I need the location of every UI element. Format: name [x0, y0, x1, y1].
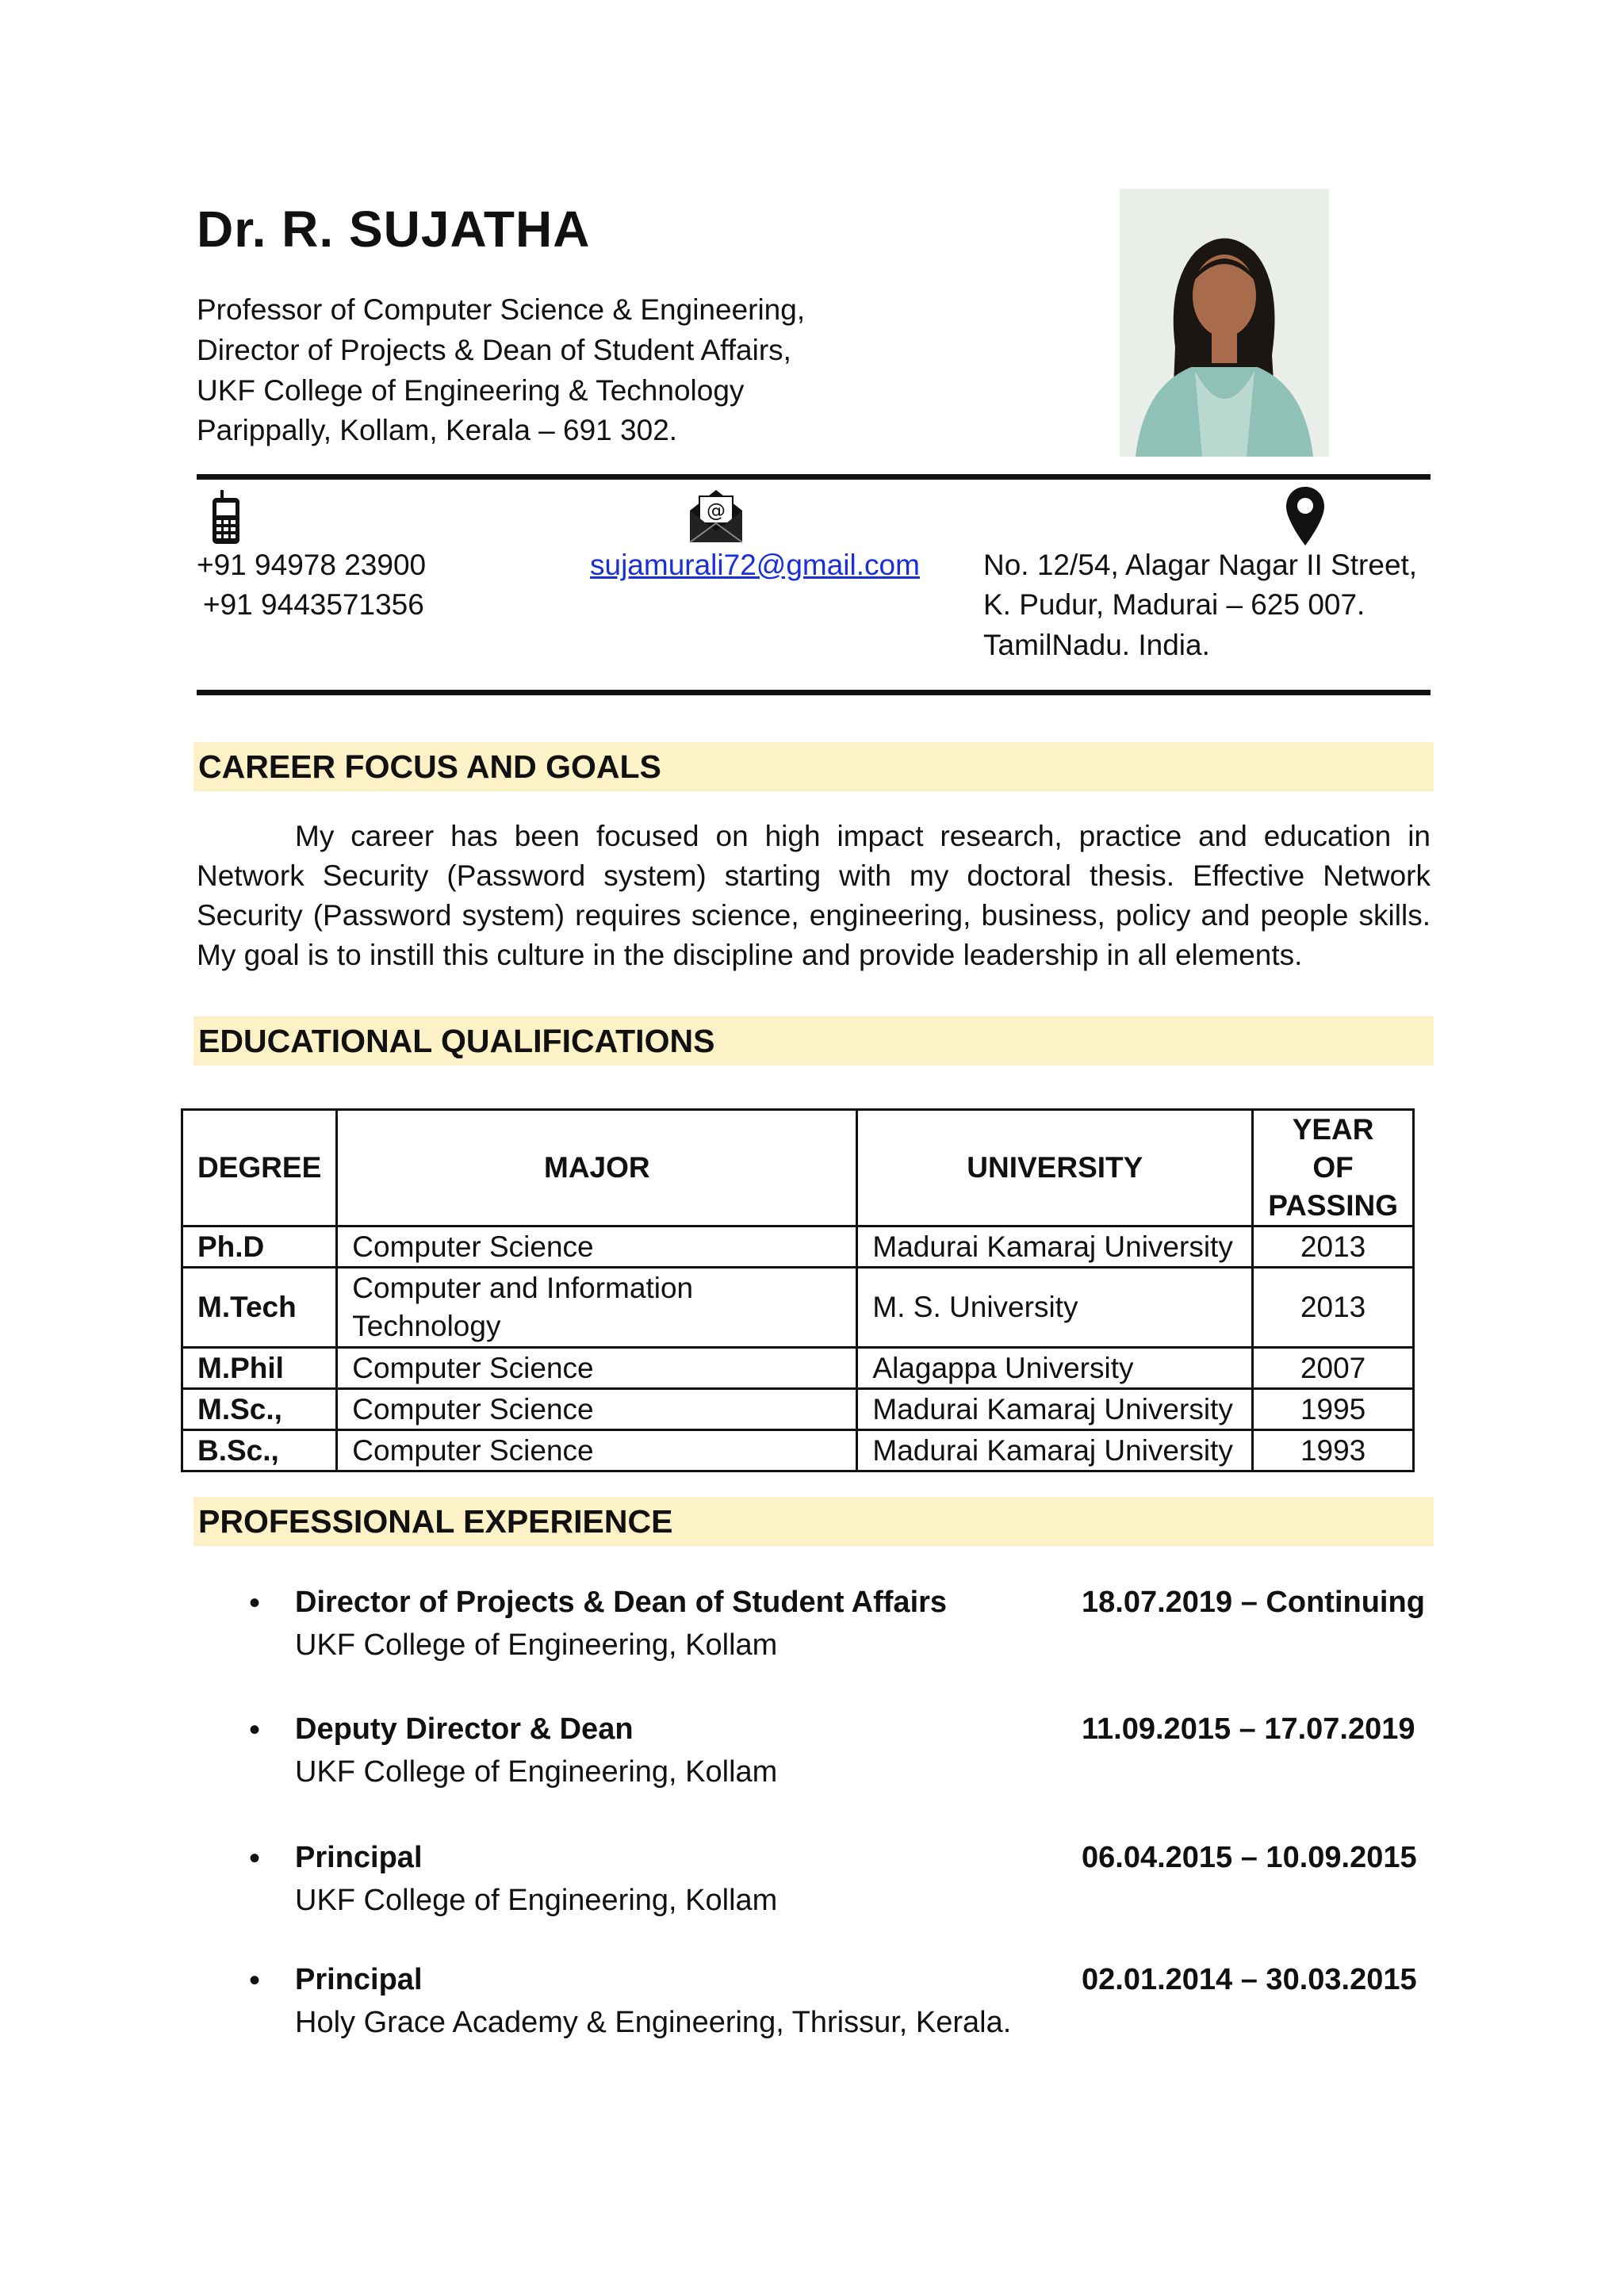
year-cell: 1993: [1253, 1430, 1414, 1471]
experience-dates: 06.04.2015 – 10.09.2015: [1082, 1841, 1417, 1874]
email-link[interactable]: sujamurali72@gmail.com: [590, 549, 920, 581]
major-cell: Computer Science: [337, 1348, 857, 1389]
experience-dates: 11.09.2015 – 17.07.2019: [1082, 1712, 1415, 1746]
table-row: [182, 1226, 1414, 1268]
svg-text:@: @: [707, 499, 726, 522]
bullet-icon: •: [249, 1963, 261, 1998]
location-pin-icon: [1285, 485, 1326, 547]
degree-cell: B.Sc.,: [182, 1430, 337, 1471]
experience-dates: 18.07.2019 – Continuing: [1082, 1586, 1425, 1619]
bullet-icon: •: [249, 1712, 261, 1747]
address-line-1: No. 12/54, Alagar Nagar II Street,: [983, 549, 1418, 581]
experience-dates: 02.01.2014 – 30.03.2015: [1082, 1963, 1417, 1996]
header-divider-bottom: [197, 690, 1431, 695]
university-cell: M. S. University: [857, 1268, 1253, 1348]
col-degree: DEGREE: [182, 1110, 337, 1226]
col-major: MAJOR: [337, 1110, 857, 1226]
major-cell: Computer and Information Technology: [337, 1268, 857, 1348]
profile-photo: [1120, 189, 1329, 457]
col-year: YEAR OF PASSING: [1253, 1110, 1414, 1226]
experience-heading: PROFESSIONAL EXPERIENCE: [198, 1503, 673, 1540]
person-name: Dr. R. SUJATHA: [197, 201, 591, 258]
title-line-4: Parippally, Kollam, Kerala – 691 302.: [197, 414, 678, 446]
table-row: [182, 1389, 1414, 1430]
col-university: UNIVERSITY: [857, 1110, 1253, 1226]
experience-role: Director of Projects & Dean of Student Affairs: [295, 1586, 948, 1619]
year-cell: 1995: [1253, 1389, 1414, 1430]
career-paragraph: [197, 817, 1431, 975]
education-table: [181, 1108, 1415, 1472]
experience-role: Principal: [295, 1963, 423, 1996]
major-cell: Computer Science: [337, 1226, 857, 1268]
table-header-row: [182, 1110, 1414, 1226]
mobile-phone-icon: [209, 490, 243, 545]
email-address[interactable]: [590, 549, 920, 582]
email-envelope-icon: [687, 487, 745, 544]
major-cell: Computer Science: [337, 1389, 857, 1430]
table-row: [182, 1268, 1414, 1348]
title-line-1: Professor of Computer Science & Engineering,: [197, 293, 806, 326]
degree-cell: M.Tech: [182, 1268, 337, 1348]
table-row: [182, 1430, 1414, 1471]
career-text: My career has been focused on high impact research, practice and education in Network Security (Password system) starting with my doctoral thesis. Effective Network Security (Password system) requires science, engineering, business, policy and people skills. My goal is to instill this culture in the discipline and provide leadership in all elements.: [197, 820, 1431, 971]
experience-org: Holy Grace Academy & Engineering, Thrissur, Kerala.: [295, 2006, 1012, 2039]
year-cell: 2007: [1253, 1348, 1414, 1389]
experience-org: UKF College of Engineering, Kollam: [295, 1755, 778, 1789]
phone-number-2[interactable]: +91 9443571356: [203, 588, 424, 621]
address-line-3: TamilNadu. India.: [983, 629, 1210, 661]
university-cell: Alagappa University: [857, 1348, 1253, 1389]
degree-cell: M.Sc.,: [182, 1389, 337, 1430]
title-line-2: Director of Projects & Dean of Student Affairs,: [197, 334, 791, 366]
title-line-3: UKF College of Engineering & Technology: [197, 374, 745, 407]
career-heading: CAREER FOCUS AND GOALS: [198, 748, 661, 785]
experience-role: Deputy Director & Dean: [295, 1712, 634, 1746]
year-cell: 2013: [1253, 1268, 1414, 1348]
phone-number-1[interactable]: +91 94978 23900: [197, 549, 427, 581]
experience-role: Principal: [295, 1841, 423, 1874]
degree-cell: M.Phil: [182, 1348, 337, 1389]
table-row: [182, 1348, 1414, 1389]
university-cell: Madurai Kamaraj University: [857, 1389, 1253, 1430]
header-divider-top: [197, 474, 1431, 480]
bullet-icon: •: [249, 1841, 261, 1876]
experience-org: UKF College of Engineering, Kollam: [295, 1884, 778, 1917]
education-heading: EDUCATIONAL QUALIFICATIONS: [198, 1023, 715, 1059]
university-cell: Madurai Kamaraj University: [857, 1226, 1253, 1268]
experience-org: UKF College of Engineering, Kollam: [295, 1628, 778, 1662]
major-cell: Computer Science: [337, 1430, 857, 1471]
university-cell: Madurai Kamaraj University: [857, 1430, 1253, 1471]
degree-cell: Ph.D: [182, 1226, 337, 1268]
year-cell: 2013: [1253, 1226, 1414, 1268]
address-line-2: K. Pudur, Madurai – 625 007.: [983, 588, 1365, 621]
bullet-icon: •: [249, 1586, 261, 1621]
